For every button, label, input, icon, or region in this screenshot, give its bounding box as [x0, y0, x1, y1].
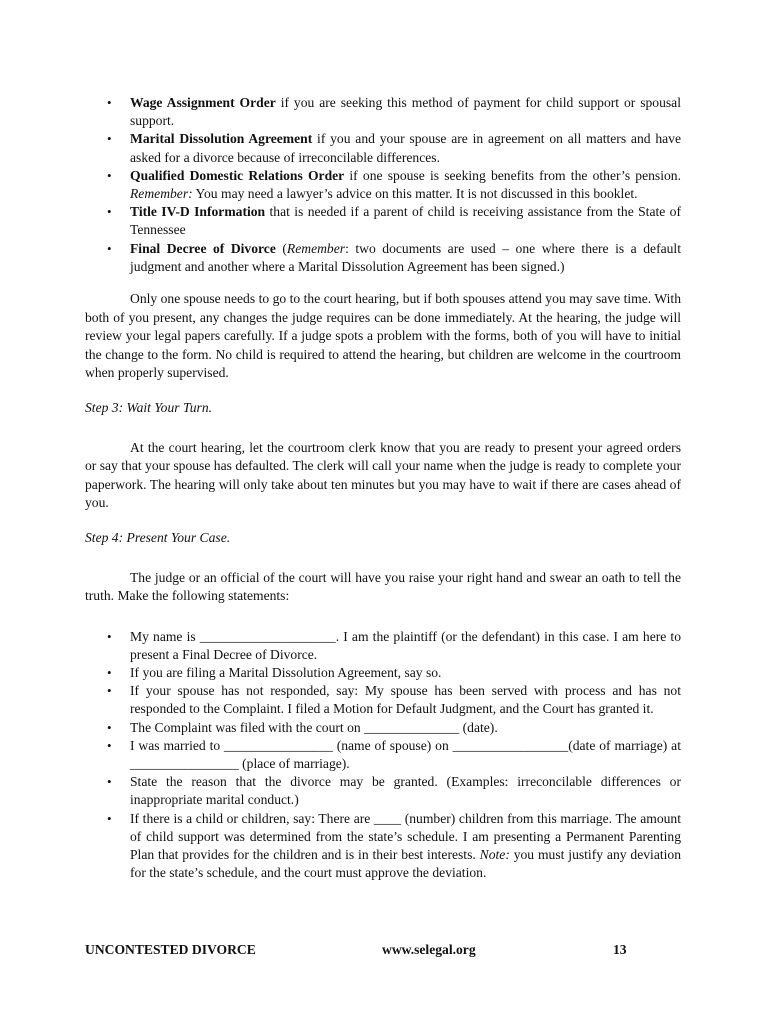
- item-text: If there is a child or children, say: There are ____ (number) children from this marriage. The amount of child support was determined from the state’s schedule. I am presenting a Permanent Parenting Plan that provides for the children and is in their best interests.: [130, 810, 681, 862]
- document-page: [85, 94, 681, 882]
- court-statements-list: [85, 628, 681, 883]
- bullet-icon: •: [107, 664, 112, 680]
- item-text: if one spouse is seeking benefits from the other’s pension.: [344, 167, 681, 183]
- bullet-icon: •: [107, 204, 112, 220]
- list-item: [85, 203, 681, 239]
- step4-paragraph: The judge or an official of the court will have you raise your right hand and swear an oath to tell the truth. Make the following statements:: [85, 569, 681, 604]
- bullet-icon: •: [107, 719, 112, 735]
- item-text: you must justify any deviation for the state’s schedule, and the court must approve the deviation.: [130, 846, 681, 881]
- list-item: [85, 773, 681, 809]
- required-documents-list: [85, 94, 681, 276]
- list-item: [85, 737, 681, 773]
- bullet-icon: •: [107, 628, 112, 644]
- footer-title: UNCONTESTED DIVORCE: [85, 942, 256, 957]
- bullet-icon: •: [107, 810, 112, 826]
- item-text: if you are seeking this method of payment for child support or spousal support.: [130, 95, 681, 129]
- hearing-paragraph: Only one spouse needs to go to the court hearing, but if both spouses attend you may save time. With both of you present, any changes the judge requires can be done immediately. At the hearing, the judge will review your legal papers carefully. If a judge spots a problem with the forms, both of you will have to initial the change to the form. No child is required to attend the hearing, but children are welcome in the courtroom when properly supervised.: [85, 291, 681, 381]
- item-term: Wage Assignment Order: [130, 95, 276, 110]
- item-text: if you and your spouse are in agreement on all matters and have asked for a divorce because of irreconcilable differences.: [130, 131, 681, 165]
- item-text: : two documents are used – one where there is a default judgment and another where a Marital Dissolution Agreement has been signed.): [130, 240, 681, 274]
- item-term: Title IV-D Information: [130, 204, 266, 220]
- item-text: (: [275, 240, 287, 256]
- item-text: that is needed if a parent of child is receiving assistance from the State of Tennessee: [130, 204, 681, 238]
- bullet-icon: •: [107, 95, 112, 110]
- list-item: [85, 167, 681, 203]
- item-text: My name is ____________________. I am the plaintiff (or the defendant) in this case. I am here to present a Final Decree of Divorce.: [130, 628, 681, 662]
- list-item: [85, 682, 681, 718]
- page-footer: [85, 942, 681, 960]
- list-item: [85, 94, 681, 130]
- item-text: The Complaint was filed with the court on ______________ (date).: [130, 719, 498, 735]
- list-item: [85, 664, 681, 682]
- item-note: Note:: [479, 846, 510, 862]
- page-number: 13: [613, 942, 627, 957]
- item-text: I was married to ________________ (name of spouse) on _________________(date of marriage) at ________________ (place of marriage).: [130, 737, 681, 771]
- item-text: You may need a lawyer’s advice on this matter. It is not discussed in this booklet.: [192, 186, 638, 202]
- bullet-icon: •: [107, 683, 112, 699]
- step3-heading: Step 3: Wait Your Turn.: [85, 399, 213, 415]
- bullet-icon: •: [107, 131, 112, 147]
- list-item: [85, 628, 681, 664]
- item-term: Final Decree of Divorce: [130, 240, 276, 256]
- step4-heading: Step 4: Present Your Case.: [85, 529, 231, 545]
- bullet-icon: •: [107, 774, 112, 790]
- bullet-icon: •: [107, 240, 112, 256]
- list-item: [85, 719, 681, 737]
- item-italic: Remember:: [130, 186, 193, 202]
- item-italic: Remember: [286, 240, 346, 256]
- list-item: [85, 130, 681, 166]
- step3-paragraph: At the court hearing, let the courtroom clerk know that you are ready to present your agreed orders or say that your spouse has defaulted. The clerk will call your name when the judge is ready to complete your paperwork. The hearing will only take about ten minutes but you may have to wait if there are cases ahead of you.: [85, 439, 681, 511]
- footer-website: www.selegal.org: [382, 942, 476, 957]
- item-text: If your spouse has not responded, say: My spouse has been served with process and has not responded to the Complaint. I filed a Motion for Default Judgment, and the Court has granted it.: [130, 683, 681, 717]
- list-item: [85, 810, 681, 883]
- item-term: Marital Dissolution Agreement: [130, 131, 313, 147]
- bullet-icon: •: [107, 737, 112, 753]
- list-item: [85, 240, 681, 276]
- item-term: Qualified Domestic Relations Order: [130, 167, 345, 183]
- item-text: If you are filing a Marital Dissolution Agreement, say so.: [130, 664, 442, 680]
- item-text: State the reason that the divorce may be granted. (Examples: irreconcilable differences or inappropriate marital conduct.): [130, 774, 681, 808]
- bullet-icon: •: [107, 167, 112, 183]
